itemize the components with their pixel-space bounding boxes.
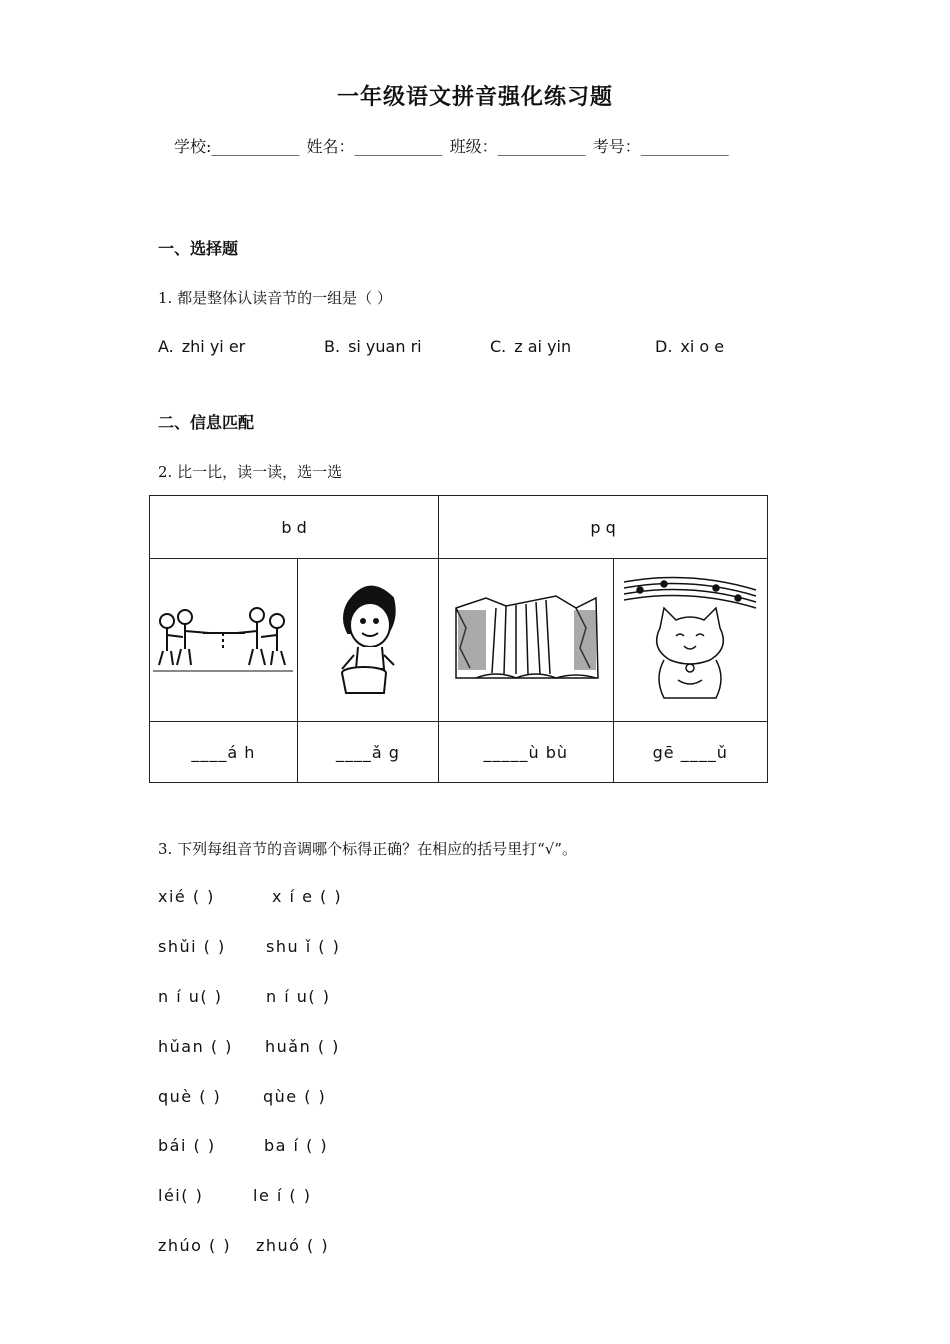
picture-waterfall	[439, 559, 613, 722]
pair-7-left[interactable]: léi( )	[158, 1186, 204, 1205]
pair-2-right[interactable]: shu ǐ ( )	[266, 937, 341, 956]
option-letter: C.	[490, 337, 507, 356]
blank-4[interactable]: gē ____ǔ	[613, 722, 767, 783]
option-letter: A.	[158, 337, 174, 356]
pair-3-right[interactable]: n í u( )	[266, 987, 331, 1006]
option-b[interactable]	[324, 337, 422, 356]
option-text: xi o e	[680, 337, 725, 356]
pair-1-left[interactable]: xié ( )	[158, 887, 215, 906]
picture-boy-drum	[297, 559, 438, 722]
option-letter: D.	[655, 337, 673, 356]
option-text: z ai yin	[514, 337, 572, 356]
pair-6-right[interactable]: ba í ( )	[264, 1136, 329, 1155]
pair-4-right[interactable]: huǎn ( )	[265, 1037, 340, 1056]
option-text: si yuan ri	[348, 337, 422, 356]
exam-number-field[interactable]: 考号：___________	[592, 137, 729, 156]
matching-table	[149, 495, 768, 783]
section-heading-matching: 二、信息匹配	[158, 413, 255, 432]
pair-8-right[interactable]: zhuó ( )	[256, 1236, 330, 1255]
question-2: 2. 比一比，读一读，选一选	[158, 463, 343, 481]
pair-1-right[interactable]: x í e ( )	[272, 887, 343, 906]
pair-5-left[interactable]: què ( )	[158, 1087, 222, 1106]
student-info-line	[174, 134, 731, 157]
question-1: 1. 都是整体认读音节的一组是（ ）	[158, 289, 392, 307]
option-a[interactable]	[158, 337, 245, 356]
school-field[interactable]: 学校:___________	[174, 137, 300, 156]
blank-3[interactable]: _____ù bù	[439, 722, 613, 783]
header-p-q: p q	[439, 496, 768, 559]
waterfall-illustration	[446, 578, 606, 698]
picture-cat-music	[613, 559, 767, 722]
section-heading-choice: 一、选择题	[158, 239, 239, 258]
pair-2-left[interactable]: shǔi ( )	[158, 937, 226, 956]
blank-1[interactable]: ____á h	[150, 722, 298, 783]
page-title: 一年级语文拼音强化练习题	[336, 84, 613, 110]
boy-drum-illustration	[318, 573, 418, 703]
pair-6-left[interactable]: bái ( )	[158, 1136, 216, 1155]
pair-8-left[interactable]: zhúo ( )	[158, 1236, 232, 1255]
tug-of-war-illustration	[153, 593, 293, 683]
blank-2[interactable]: ____ǎ g	[297, 722, 438, 783]
question-3: 3. 下列每组音节的音调哪个标得正确？在相应的括号里打“√”。	[158, 840, 577, 858]
option-d[interactable]	[655, 337, 724, 356]
option-text: zhi yi er	[181, 337, 246, 356]
name-field[interactable]: 姓名：___________	[306, 137, 443, 156]
singing-cat-illustration	[620, 568, 760, 708]
pair-7-right[interactable]: le í ( )	[253, 1186, 312, 1205]
picture-tug-of-war	[150, 559, 298, 722]
pair-3-left[interactable]: n í u( )	[158, 987, 223, 1006]
header-b-d: b d	[150, 496, 439, 559]
class-field[interactable]: 班级：___________	[449, 137, 586, 156]
option-c[interactable]	[490, 337, 571, 356]
pair-5-right[interactable]: qùe ( )	[263, 1087, 327, 1106]
option-letter: B.	[324, 337, 341, 356]
pair-4-left[interactable]: hǔan ( )	[158, 1037, 233, 1056]
